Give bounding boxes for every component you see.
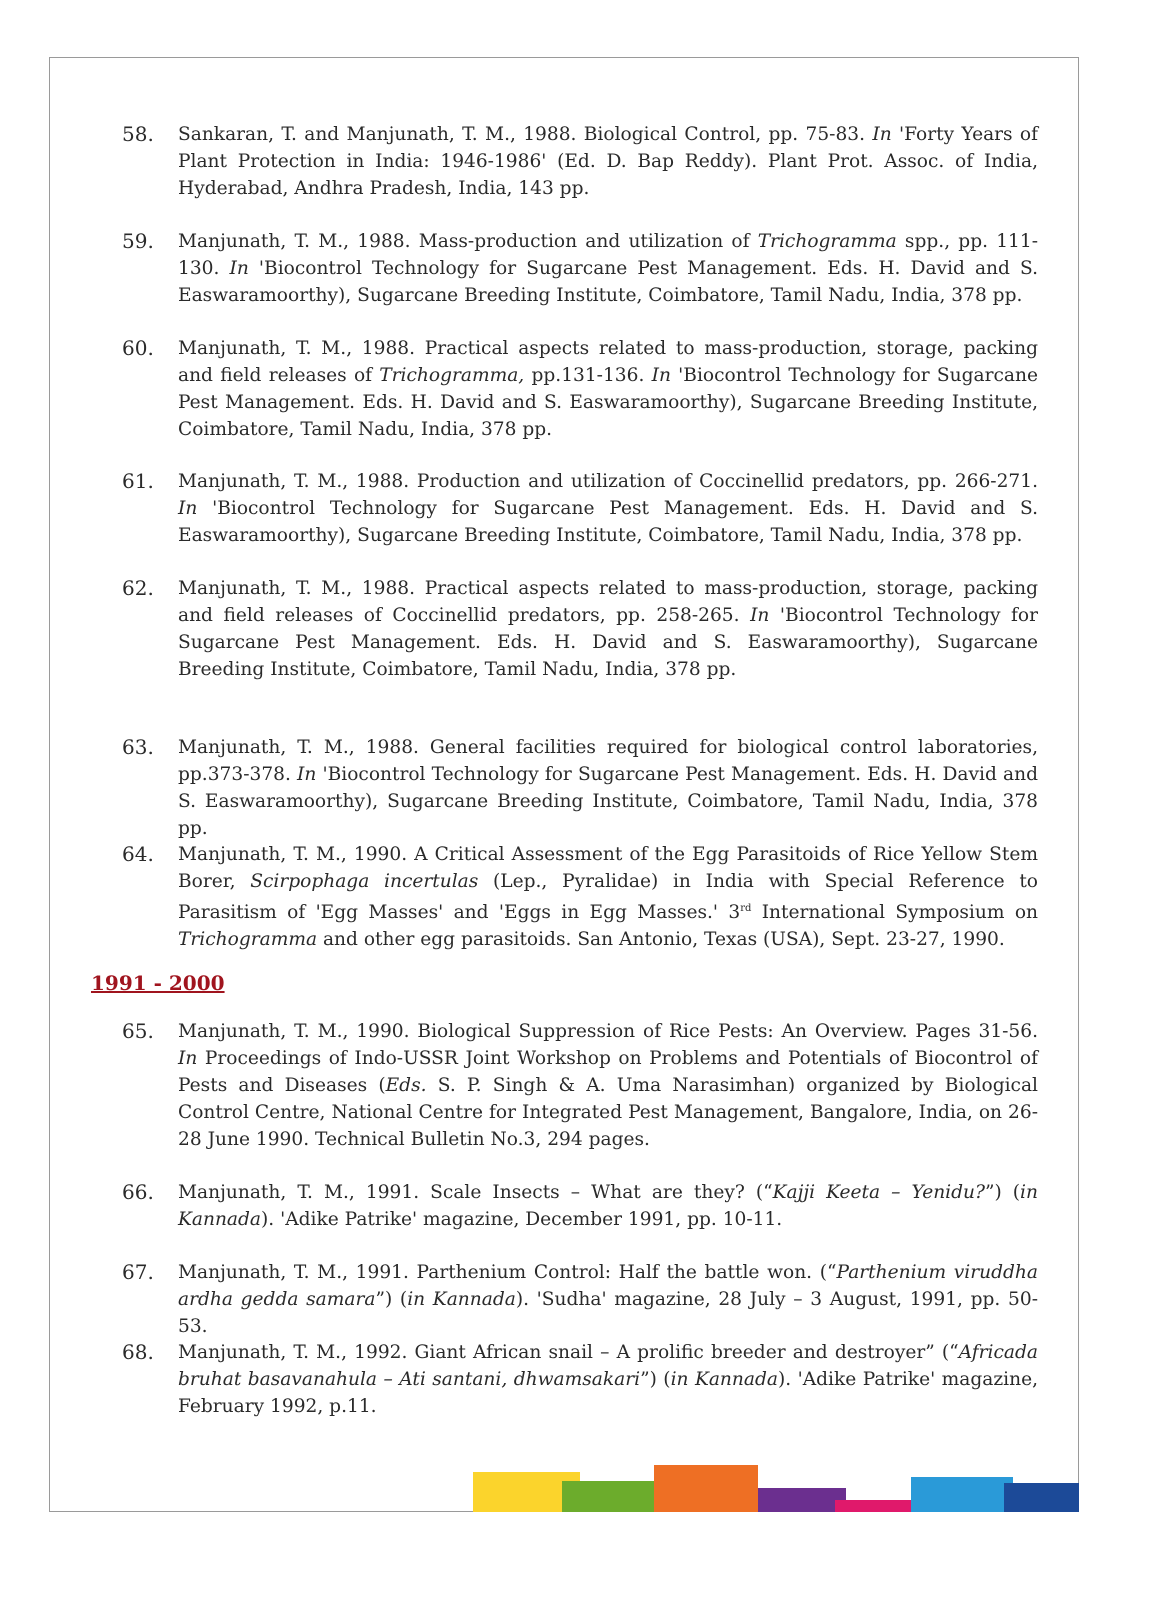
section-heading: 1991 - 2000	[91, 971, 225, 995]
footer-color-bar	[1004, 1483, 1079, 1512]
reference-number: 68.	[122, 1340, 154, 1364]
footer-color-bar	[911, 1477, 1013, 1512]
footer-color-bar	[758, 1488, 846, 1512]
reference-entry	[122, 575, 1038, 683]
reference-text: Sankaran, T. and Manjunath, T. M., 1988. Biological Control, pp. 75-83. In 'Forty Years of Plant Protection in India: 1946-1986' (Ed. D. Bap Reddy). Plant Prot. Assoc. of India, Hyderabad, Andhra Pradesh, India, 143 pp.	[178, 124, 1038, 199]
reference-text: Manjunath, T. M., 1990. A Critical Assessment of the Egg Parasitoids of Rice Yellow Stem Borer, Scirpophaga incertulas (Lep., Pyralidae) in India with Special Reference to Parasitism of 'Egg Masses' and 'Eggs in Egg Masses.' 3rd International Symposium on Trichogramma and other egg parasitoids. San Antonio, Texas (USA), Sept. 23-27, 1990.	[178, 844, 1038, 951]
footer-color-bar	[654, 1465, 758, 1512]
reference-entry	[122, 335, 1038, 443]
reference-number: 60.	[122, 336, 154, 360]
reference-text: Manjunath, T. M., 1988. General facilities required for biological control laboratories, pp.373-378. In 'Biocontrol Technology for Sugarcane Pest Management. Eds. H. David and S. Easwaramoorthy), Sugarcane Breeding Institute, Coimbatore, Tamil Nadu, India, 378 pp.	[178, 737, 1038, 839]
footer-color-bar	[835, 1500, 911, 1512]
reference-number: 61.	[122, 469, 154, 493]
reference-entry	[122, 1018, 1038, 1153]
reference-number: 67.	[122, 1260, 154, 1284]
reference-number: 65.	[122, 1019, 154, 1043]
reference-entry	[122, 1339, 1038, 1420]
reference-number: 66.	[122, 1180, 154, 1204]
reference-text: Manjunath, T. M., 1988. Practical aspects related to mass-production, storage, packing and field releases of Coccinellid predators, pp. 258-265. In 'Biocontrol Technology for Sugarcane Pest Management. Eds. H. David and S. Easwaramoorthy), Sugarcane Breeding Institute, Coimbatore, Tamil Nadu, India, 378 pp.	[178, 578, 1038, 680]
reference-entry	[122, 228, 1038, 309]
reference-text: Manjunath, T. M., 1990. Biological Suppression of Rice Pests: An Overview. Pages 31-56. In Proceedings of Indo-USSR Joint Workshop on Problems and Potentials of Biocontrol of Pests and Diseases (Eds. S. P. Singh & A. Uma Narasimhan) organized by Biological Control Centre, National Centre for Integrated Pest Management, Bangalore, India, on 26-28 June 1990. Technical Bulletin No.3, 294 pages.	[178, 1021, 1038, 1150]
reference-number: 64.	[122, 842, 154, 866]
reference-entry	[122, 1259, 1038, 1340]
reference-text: Manjunath, T. M., 1988. Production and utilization of Coccinellid predators, pp. 266-271. In 'Biocontrol Technology for Sugarcane Pest Management. Eds. H. David and S. Easwaramoorthy), Sugarcane Breeding Institute, Coimbatore, Tamil Nadu, India, 378 pp.	[178, 471, 1038, 546]
reference-text: Manjunath, T. M., 1992. Giant African snail – A prolific breeder and destroyer” (“Africada bruhat basavanahula – Ati santani, dhwamsakari”) (in Kannada). 'Adike Patrike' magazine, February 1992, p.11.	[178, 1342, 1039, 1417]
reference-number: 62.	[122, 576, 154, 600]
reference-number: 59.	[122, 229, 154, 253]
reference-text: Manjunath, T. M., 1991. Scale Insects – What are they? (“Kajji Keeta – Yenidu?”) (in Kannada). 'Adike Patrike' magazine, December 1991, pp. 10-11.	[178, 1182, 1038, 1230]
reference-text: Manjunath, T. M., 1988. Practical aspects related to mass-production, storage, packing and field releases of Trichogramma, pp.131-136. In 'Biocontrol Technology for Sugarcane Pest Management. Eds. H. David and S. Easwaramoorthy), Sugarcane Breeding Institute, Coimbatore, Tamil Nadu, India, 378 pp.	[178, 338, 1038, 440]
reference-number: 58.	[122, 122, 154, 146]
reference-text: Manjunath, T. M., 1991. Parthenium Control: Half the battle won. (“Parthenium viruddha ardha gedda samara”) (in Kannada). 'Sudha' magazine, 28 July – 3 August, 1991, pp. 50-53.	[178, 1262, 1038, 1337]
reference-entry	[122, 734, 1038, 842]
reference-number: 63.	[122, 735, 154, 759]
reference-text: Manjunath, T. M., 1988. Mass-production and utilization of Trichogramma spp., pp. 111-130. In 'Biocontrol Technology for Sugarcane Pest Management. Eds. H. David and S. Easwaramoorthy), Sugarcane Breeding Institute, Coimbatore, Tamil Nadu, India, 378 pp.	[178, 231, 1039, 306]
reference-entry	[122, 121, 1038, 202]
reference-entry	[122, 841, 1038, 953]
reference-entry	[122, 468, 1038, 549]
footer-color-bar	[562, 1481, 660, 1512]
reference-entry	[122, 1179, 1038, 1233]
